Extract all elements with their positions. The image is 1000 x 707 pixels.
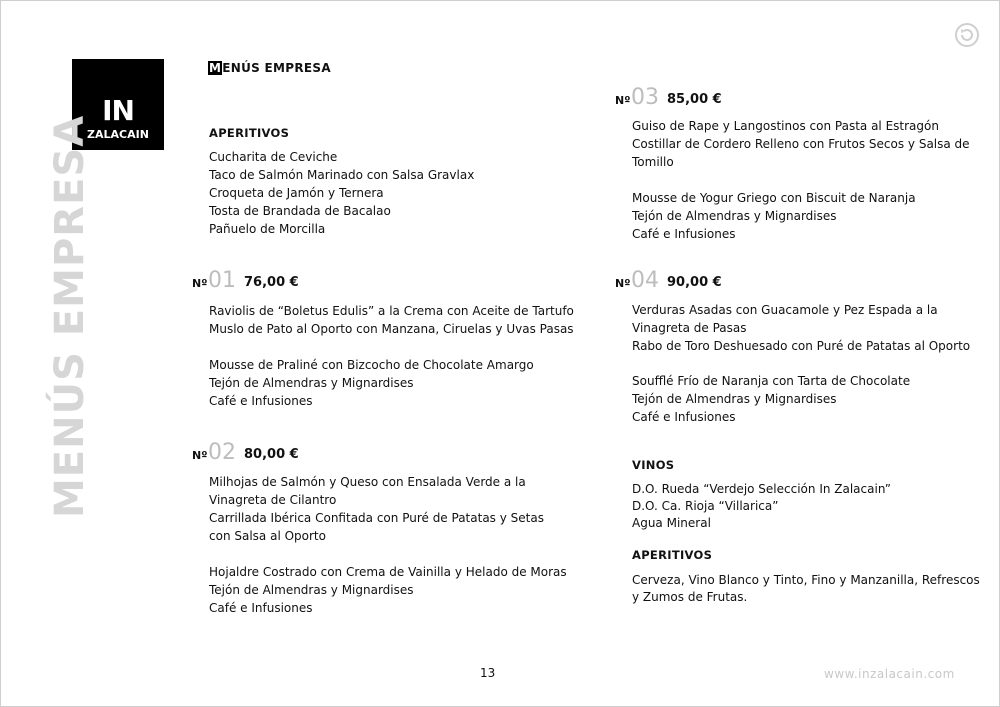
website-link[interactable]: www.inzalacain.com bbox=[824, 667, 955, 681]
vinos-title: VINOS bbox=[632, 458, 675, 472]
menu-02-line: Vinagreta de Cilantro bbox=[209, 493, 337, 507]
menu-price: 85,00 € bbox=[667, 92, 722, 107]
page-number: 13 bbox=[480, 666, 496, 680]
menu-01-line: Raviolis de “Boletus Edulis” a la Crema con Aceite de Tartufo bbox=[209, 304, 574, 318]
menu-02-line: con Salsa al Oporto bbox=[209, 529, 326, 543]
menu-03-line: Guiso de Rape y Langostinos con Pasta al Estragón bbox=[632, 119, 939, 133]
menu-number: 04 bbox=[631, 268, 659, 293]
menu-no-label: Nº bbox=[615, 277, 631, 290]
menu-number: 01 bbox=[208, 268, 236, 293]
aperitivo-bebida-line: Cerveza, Vino Blanco y Tinto, Fino y Manzanilla, Refrescos bbox=[632, 573, 980, 587]
menu-number: 02 bbox=[208, 440, 236, 465]
menu-01-line: Tejón de Almendras y Mignardises bbox=[209, 376, 414, 390]
refresh-icon[interactable] bbox=[955, 23, 979, 47]
aperitivo-item: Taco de Salmón Marinado con Salsa Gravlax bbox=[209, 168, 475, 182]
menu-04-line: Café e Infusiones bbox=[632, 410, 736, 424]
menu-02-line: Hojaldre Costrado con Crema de Vainilla y Helado de Moras bbox=[209, 565, 567, 579]
menu-no-label: Nº bbox=[192, 449, 208, 462]
menu-04-line: Tejón de Almendras y Mignardises bbox=[632, 392, 837, 406]
aperitivo-bebida-line: y Zumos de Frutas. bbox=[632, 590, 748, 604]
menu-02-line: Milhojas de Salmón y Queso con Ensalada Verde a la bbox=[209, 475, 526, 489]
menu-price: 80,00 € bbox=[244, 447, 299, 462]
menu-01-line: Café e Infusiones bbox=[209, 394, 313, 408]
menu-02-line: Tejón de Almendras y Mignardises bbox=[209, 583, 414, 597]
menu-no-label: Nº bbox=[615, 94, 631, 107]
aperitivos-title: APERITIVOS bbox=[209, 126, 290, 140]
aperitivo-item: Pañuelo de Morcilla bbox=[209, 222, 326, 236]
logo-text-zalacain: ZALACAIN bbox=[87, 128, 149, 141]
menu-04-line: Verduras Asadas con Guacamole y Pez Espada a la bbox=[632, 303, 938, 317]
menu-03-line: Costillar de Cordero Relleno con Frutos Secos y Salsa de bbox=[632, 137, 970, 151]
menu-03-line: Tejón de Almendras y Mignardises bbox=[632, 209, 837, 223]
page-header bbox=[208, 61, 331, 75]
logo-text-in: IN bbox=[102, 94, 134, 127]
header-rest: ENÚS EMPRESA bbox=[222, 61, 331, 75]
menu-03-line: Café e Infusiones bbox=[632, 227, 736, 241]
menu-02-line: Café e Infusiones bbox=[209, 601, 313, 615]
vino-item: D.O. Rueda “Verdejo Selección In Zalacain” bbox=[632, 482, 891, 496]
header-first-letter: M bbox=[209, 61, 222, 75]
menu-02-line: Carrillada Ibérica Confitada con Puré de Patatas y Setas bbox=[209, 511, 544, 525]
menu-01-line: Mousse de Praliné con Bizcocho de Chocolate Amargo bbox=[209, 358, 534, 372]
menu-04-line: Vinagreta de Pasas bbox=[632, 321, 747, 335]
menu-01-line: Muslo de Pato al Oporto con Manzana, Ciruelas y Uvas Pasas bbox=[209, 322, 574, 336]
vertical-page-title: MENÚS EMPRESA bbox=[47, 114, 93, 518]
aperitivos-bebidas-title: APERITIVOS bbox=[632, 548, 713, 562]
menu-03-line: Mousse de Yogur Griego con Biscuit de Naranja bbox=[632, 191, 916, 205]
vino-item: Agua Mineral bbox=[632, 516, 711, 530]
menu-04-line: Soufflé Frío de Naranja con Tarta de Chocolate bbox=[632, 374, 911, 388]
aperitivo-item: Croqueta de Jamón y Ternera bbox=[209, 186, 384, 200]
menu-no-label: Nº bbox=[192, 277, 208, 290]
menu-price: 76,00 € bbox=[244, 275, 299, 290]
menu-number: 03 bbox=[631, 85, 659, 110]
vino-item: D.O. Ca. Rioja “Villarica” bbox=[632, 499, 779, 513]
aperitivo-item: Cucharita de Ceviche bbox=[209, 150, 338, 164]
menu-03-line: Tomillo bbox=[632, 155, 674, 169]
menu-price: 90,00 € bbox=[667, 275, 722, 290]
menu-04-line: Rabo de Toro Deshuesado con Puré de Patatas al Oporto bbox=[632, 339, 971, 353]
aperitivo-item: Tosta de Brandada de Bacalao bbox=[209, 204, 391, 218]
